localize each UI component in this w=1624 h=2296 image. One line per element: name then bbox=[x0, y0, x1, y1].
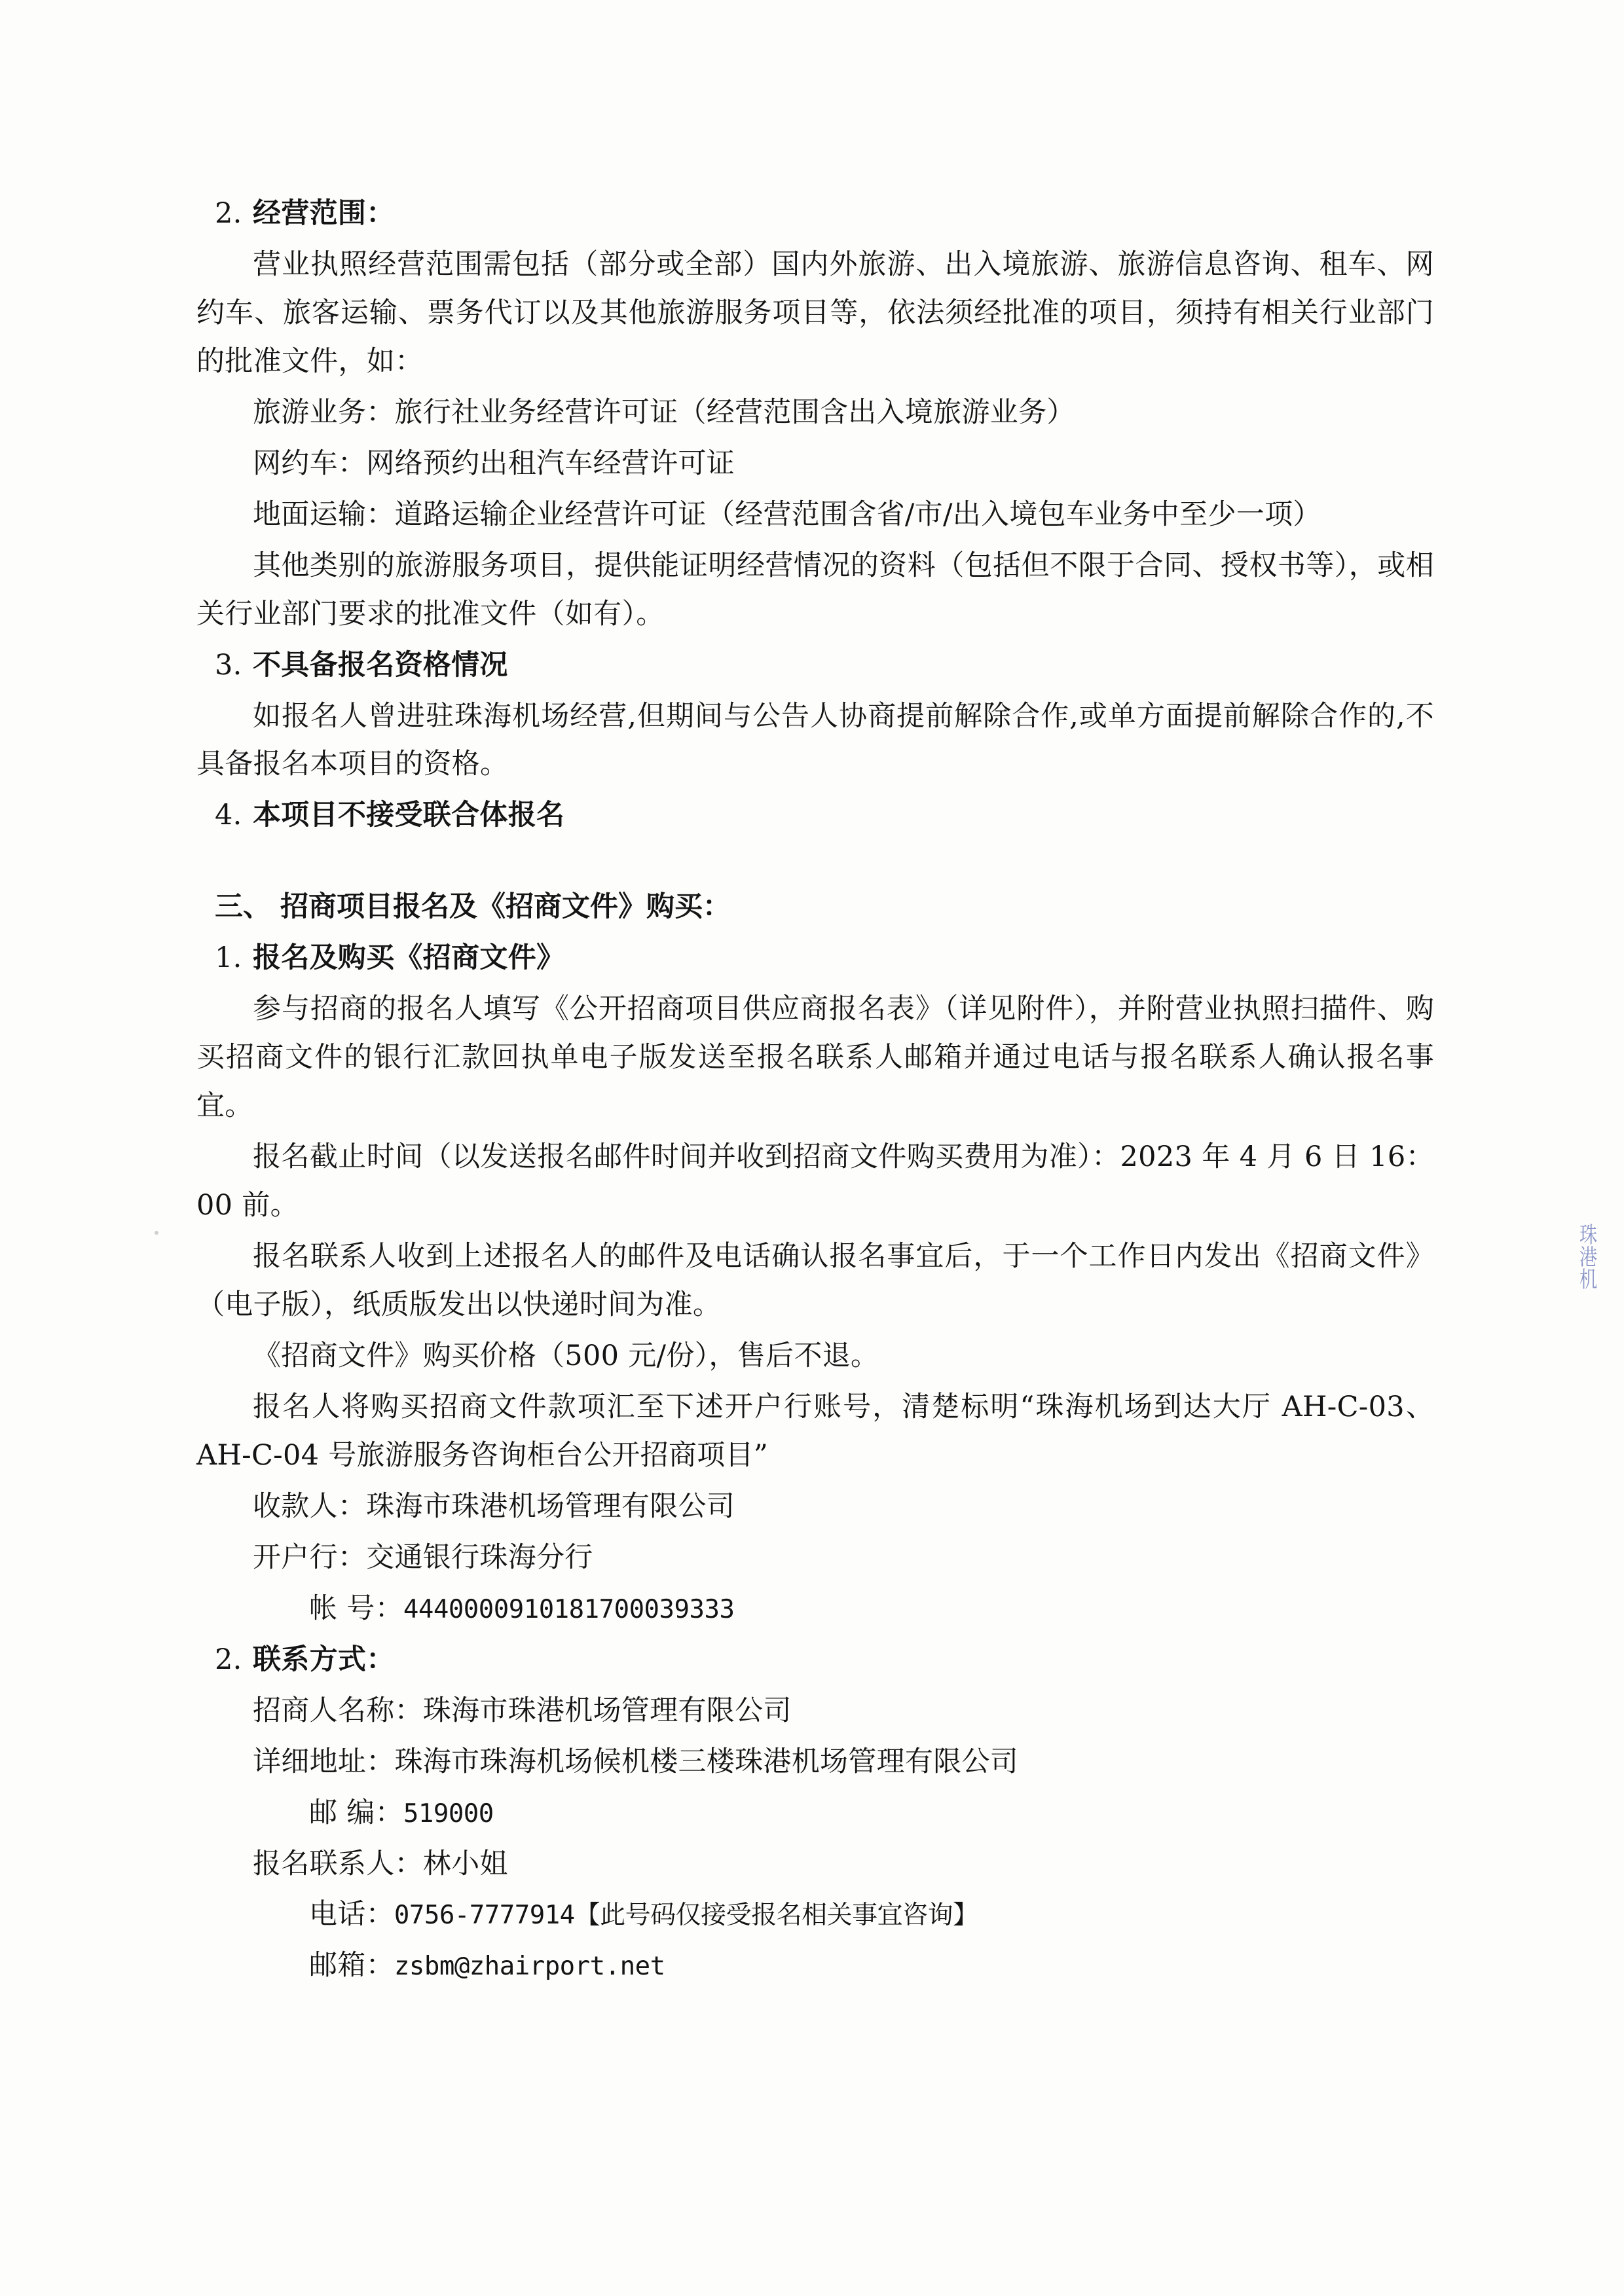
section-heading-three bbox=[196, 883, 1434, 932]
paragraph-contact-person: 报名联系人：林小姐 bbox=[253, 1847, 508, 1880]
stamp-line-3: 机 bbox=[1579, 1267, 1598, 1293]
list-item-text: 本项目不接受联合体报名 bbox=[253, 799, 565, 832]
list-number: 2. bbox=[215, 197, 242, 230]
stamp-line-1: 珠 bbox=[1579, 1222, 1598, 1248]
paragraph-price: 《招商文件》购买价格（500 元/份），售后不退。 bbox=[253, 1339, 879, 1372]
paragraph-business-scope: 营业执照经营范围需包括（部分或全部）国内外旅游、出入境旅游、旅游信息咨询、租车、网约车、旅客运输、票务代订以及其他旅游服务项目等，依法须经批准的项目，须持有相关行业部门的批准文件，如： bbox=[196, 247, 1434, 378]
list-item-text: 不具备报名资格情况 bbox=[253, 648, 508, 682]
paragraph-bank: 开户行：交通银行珠海分行 bbox=[253, 1540, 593, 1574]
paragraph-document-delivery: 报名联系人收到上述报名人的邮件及电话确认报名事宜后，于一个工作日内发出《招商文件》（电子版），纸质版发出以快递时间为准。 bbox=[196, 1240, 1434, 1322]
section-number: 三、 bbox=[215, 890, 271, 924]
paragraph-address: 详细地址：珠海市珠海机场候机楼三楼珠港机场管理有限公司 bbox=[253, 1745, 1019, 1778]
paragraph-org-name: 招商人名称：珠海市珠港机场管理有限公司 bbox=[253, 1694, 792, 1727]
page-speck bbox=[155, 1231, 158, 1235]
list-item-heading-4 bbox=[196, 792, 1434, 840]
paragraph-remittance: 报名人将购买招商文件款项汇至下述开户行账号，清楚标明“珠海机场到达大厅 AH-C-03、AH-C-04 号旅游服务咨询柜台公开招商项目” bbox=[196, 1390, 1434, 1472]
list-item-text: 报名及购买《招商文件》 bbox=[253, 941, 565, 975]
list-item-heading-contact bbox=[196, 1636, 1434, 1685]
section-spacer bbox=[196, 843, 1434, 883]
email-label: 邮箱： bbox=[309, 1949, 394, 1982]
account-value: 4440000910181700039333 bbox=[403, 1594, 735, 1624]
document-body bbox=[196, 190, 1434, 1993]
list-item-heading-1 bbox=[196, 934, 1434, 983]
paragraph-ineligibility: 如报名人曾进驻珠海机场经营,但期间与公告人协商提前解除合作,或单方面提前解除合作的,不具备报名本项目的资格。 bbox=[196, 699, 1434, 781]
paragraph-email bbox=[196, 1942, 1434, 1990]
paragraph-account-number bbox=[196, 1585, 1434, 1633]
list-item-text: 联系方式： bbox=[253, 1643, 395, 1676]
paragraph-postcode bbox=[196, 1789, 1434, 1838]
section-title: 招商项目报名及《招商文件》购买： bbox=[280, 890, 731, 924]
list-item-heading-2 bbox=[196, 190, 1434, 238]
paragraph-deadline: 报名截止时间（以发送报名邮件时间并收到招商文件购买费用为准）：2023 年 4 月 6 日 16：00 前。 bbox=[196, 1140, 1434, 1222]
paragraph-travel-business: 旅游业务：旅行社业务经营许可证（经营范围含出入境旅游业务） bbox=[253, 395, 1075, 429]
paragraph-other-services: 其他类别的旅游服务项目，提供能证明经营情况的资料（包括但不限于合同、授权书等），或相关行业部门要求的批准文件（如有）。 bbox=[196, 549, 1434, 630]
phone-value: 0756-7777914【此号码仅接受报名相关事宜咨询】 bbox=[394, 1901, 978, 1931]
list-number: 1. bbox=[215, 941, 242, 975]
email-value: zsbm@zhairport.net bbox=[394, 1952, 665, 1982]
postcode-label: 邮 编： bbox=[309, 1796, 403, 1829]
list-number: 4. bbox=[215, 799, 242, 832]
paragraph-registration-process: 参与招商的报名人填写《公开招商项目供应商报名表》（详见附件），并附营业执照扫描件、购买招商文件的银行汇款回执单电子版发送至报名联系人邮箱并通过电话与报名联系人确认报名事宜。 bbox=[196, 993, 1434, 1123]
paragraph-ground-transport: 地面运输：道路运输企业经营许可证（经营范围含省/市/出入境包车业务中至少一项） bbox=[253, 498, 1321, 531]
list-item-text: 经营范围： bbox=[253, 197, 395, 230]
list-number: 2. bbox=[215, 1643, 242, 1676]
paragraph-ride-hailing: 网约车：网络预约出租汽车经营许可证 bbox=[253, 446, 735, 480]
paragraph-phone bbox=[196, 1891, 1434, 1939]
stamp-line-2: 港 bbox=[1579, 1245, 1598, 1271]
account-label: 帐 号： bbox=[309, 1592, 403, 1625]
postcode-value: 519000 bbox=[403, 1798, 494, 1829]
list-number: 3. bbox=[215, 648, 242, 682]
phone-label: 电话： bbox=[309, 1898, 394, 1931]
stamp-mark bbox=[1576, 1224, 1615, 1375]
list-item-heading-3 bbox=[196, 642, 1434, 690]
paragraph-payee: 收款人：珠海市珠港机场管理有限公司 bbox=[253, 1489, 735, 1523]
